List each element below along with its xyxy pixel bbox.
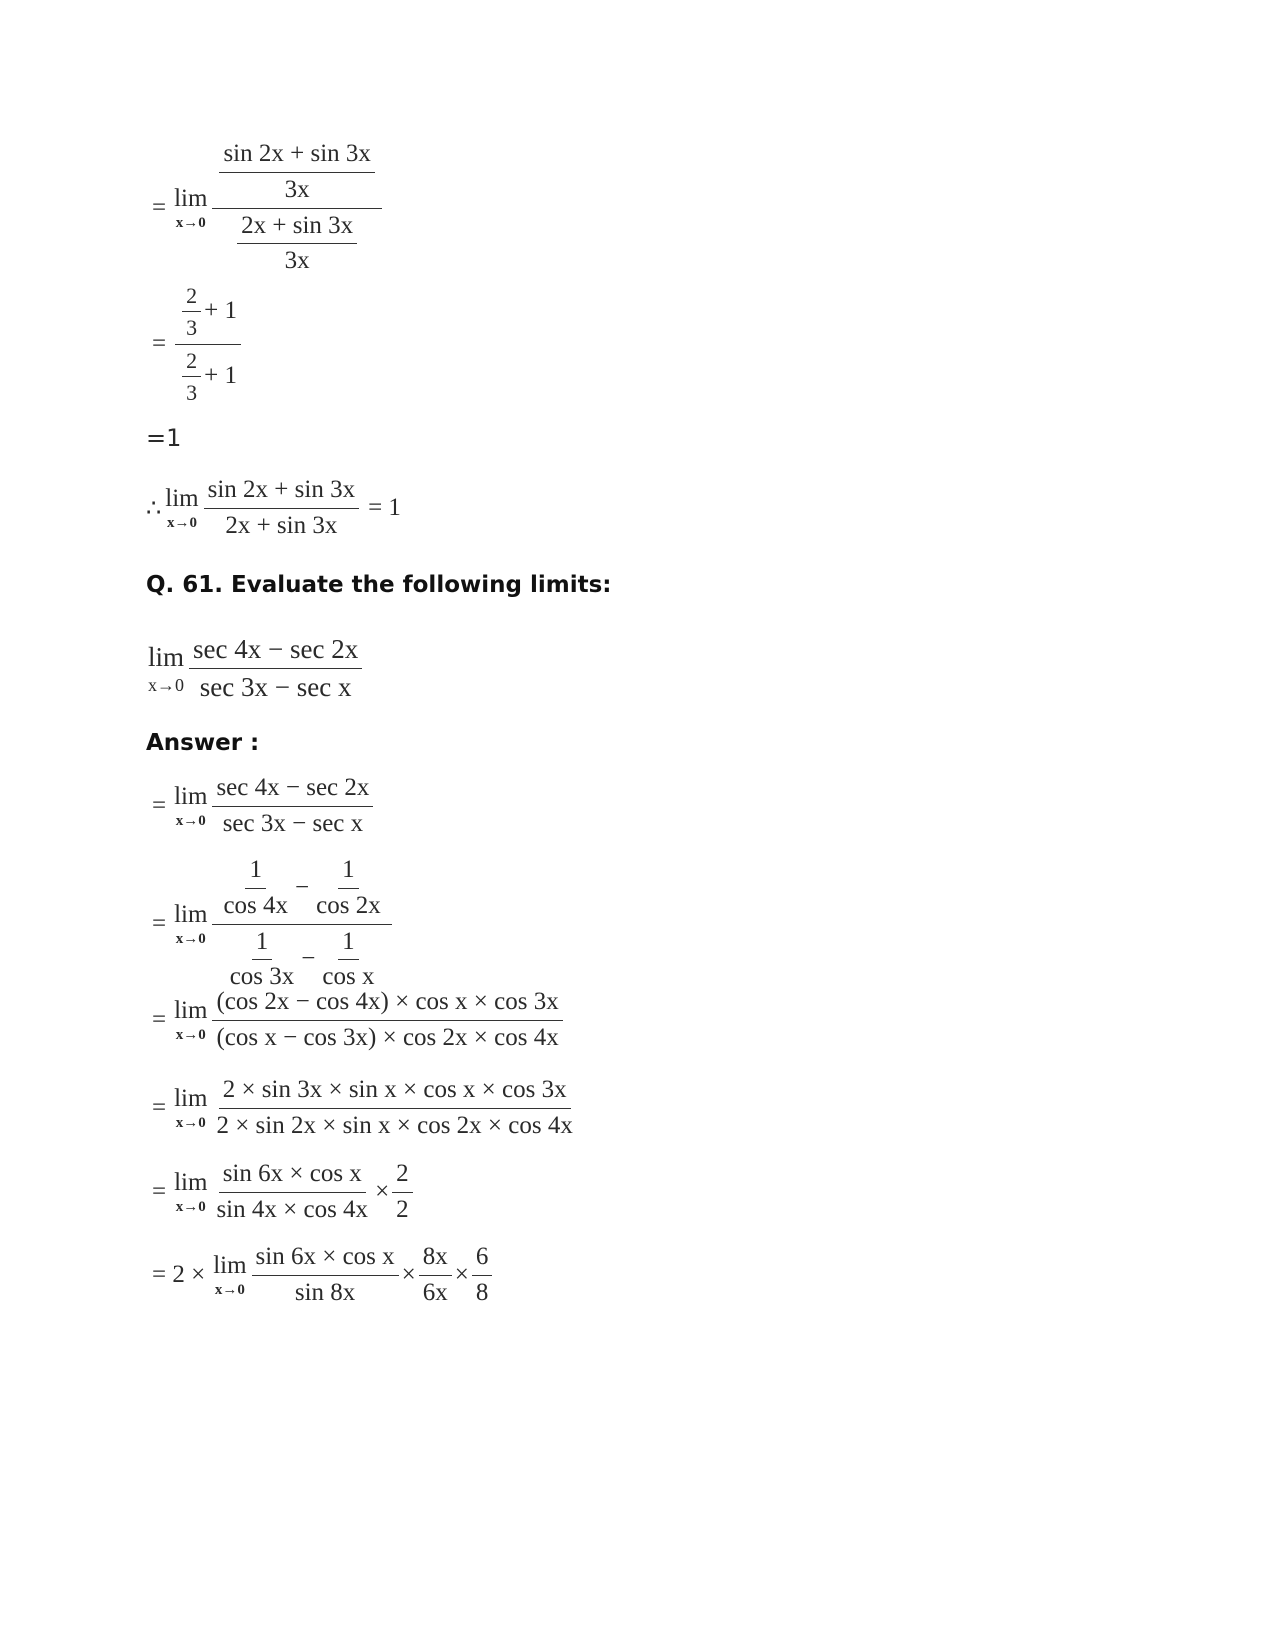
limit-operator: lim x→0 (165, 484, 199, 531)
outer-fraction (212, 140, 381, 276)
problem-fraction: $\frac{\sec 4x - \sec 2x}{\text{sec 3x − sec x}}$ (189, 634, 362, 703)
answer-step-6: = 2 × lim x→0 $\frac{\text{sin 6x × cos x}}{\sin 8x}$ × $\frac{8x}{6x}$ × $\frac{6}{8}$ (146, 1243, 495, 1308)
step-evaluated-fraction (146, 283, 244, 405)
equals-sign: = (152, 330, 167, 358)
denominator-fraction: $\frac{2x + \sin 3x}{3x}$ (237, 212, 357, 277)
limit-fraction: $\frac{\sin 2x + \sin 3x}{2x + \sin 3x}$ (204, 476, 359, 541)
answer-step-1: = lim x→0 $\frac{\sec 4x - \sec 2x}{\text{sec 3x − sec x}}$ (146, 774, 376, 839)
numerator-fraction: $\frac{\sin 2x + \sin 3x}{3x}$ (219, 140, 374, 205)
step-quotient-over-3x (146, 140, 385, 276)
answer-step-5: = lim x→0 $\frac{\text{sin 6x × cos x}}{\sin 4x \times \cos 4x}$ × $\frac{2}{2}$ (146, 1160, 416, 1225)
limit-operator: lim x→0 (174, 184, 208, 231)
equals-sign: = (152, 194, 167, 221)
answer-step-4: = lim x→0 $\frac{\text{2 × sin 3x × sin x × cos x × cos 3x}}{\text{2 × sin 2x × sin x × cos 2x × cos 4x}}$ (152, 1076, 573, 1139)
limit-operator: lim x→0 (174, 782, 208, 829)
answer-step-3: = lim x→0 $\frac{\text{(cos 2x − cos 4x) × cos x × cos 3x}}{\text{(cos x − cos 3x) × cos 2x × cos 4x}}$ (146, 988, 566, 1053)
question-heading: Q. 61. Evaluate the following limits: (146, 572, 612, 598)
limit-operator: lim x→0 (174, 996, 208, 1043)
limit-operator: lim x→0 (148, 641, 185, 695)
outer-fraction: $\frac{2}{3}$ + 1 $\frac{2}{3}$ + 1 (175, 283, 241, 405)
therefore-symbol: ∴ (146, 495, 162, 522)
limit-operator: lim x→0 (174, 1168, 208, 1215)
result-value: = 1 (368, 494, 401, 522)
limit-operator: lim x→0 (174, 900, 208, 947)
result-equals-one: =1 (146, 424, 182, 452)
limit-operator: lim x→0 (174, 1084, 208, 1131)
conclusion-equation (146, 476, 407, 541)
answer-label: Answer : (146, 730, 260, 756)
problem-expression (146, 634, 365, 703)
limit-operator: lim x→0 (213, 1251, 247, 1298)
answer-step-2: = lim x→0 $\frac{1}{\cos 4x}$ − $\frac{1}{\cos 2x}$ $\frac{1}{\cos 3x}$ − $\frac{1}{\text{cos x}}$ (146, 856, 395, 992)
